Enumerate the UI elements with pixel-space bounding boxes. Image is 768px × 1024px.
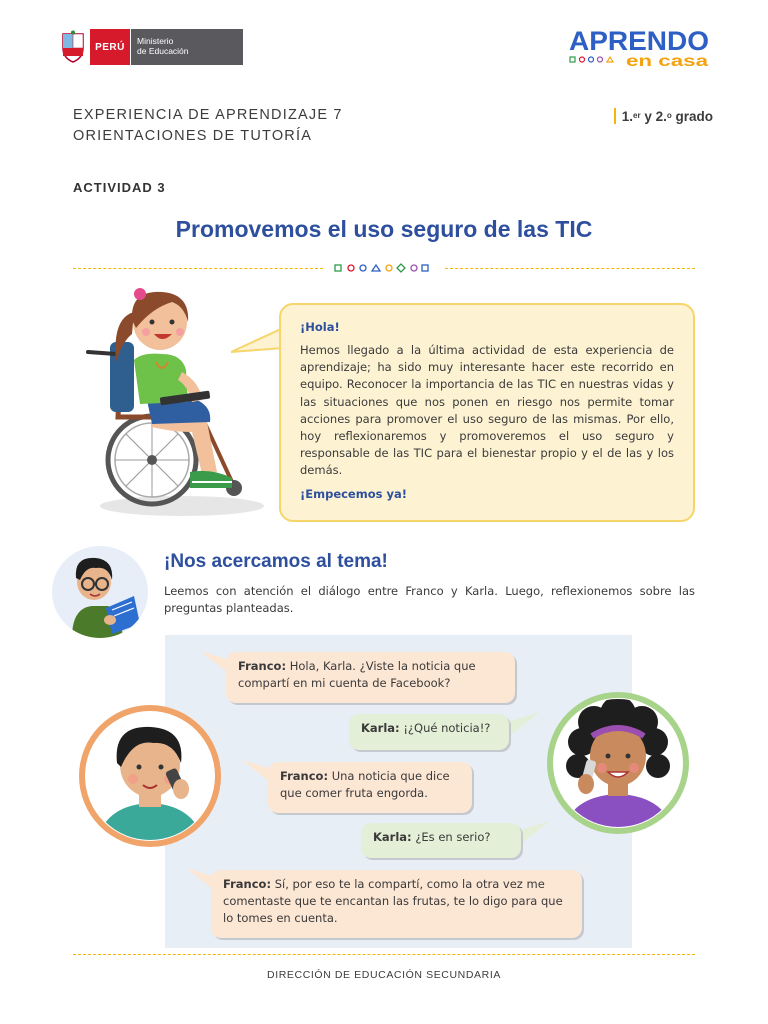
section-title: ¡Nos acercamos al tema! [164,551,388,572]
grade-end: grado [671,108,713,124]
speaker-name: Franco: [280,769,329,783]
dialogue-text: Hola, Karla. ¿Viste la noticia que compartí en mi cuenta de Facebook? [238,659,476,690]
coat-of-arms-icon [60,30,86,64]
speaker-name: Franco: [238,659,287,673]
dialogue-bubble-karla [349,714,509,750]
speaker-name: Franco: [223,877,272,891]
title-divider [73,262,695,274]
grade-mid-sup: o [666,110,672,120]
aprendo-en-casa-logo [569,26,714,70]
dialogue-text: Una noticia que dice que comer fruta engorda. [280,769,450,800]
divider-shapes-icon [331,262,437,274]
dialogue-bubble-franco [268,762,472,813]
grade-bar [614,108,616,124]
footer-text: DIRECCIÓN DE EDUCACIÓN SECUNDARIA [267,969,501,981]
ministry-line1: Ministerio [137,36,174,46]
karla-avatar [542,692,694,834]
experience-subtitle: ORIENTACIONES DE TUTORÍA [73,128,313,144]
dialogue-bubble-franco [211,870,582,938]
dialogue-bubble-franco [226,652,515,703]
speaker-name: Karla: [361,721,400,735]
grade-mid: y 2. [640,108,667,124]
boy-reading-illustration [52,546,148,638]
experience-title: EXPERIENCIA DE APRENDIZAJE 7 [73,107,343,123]
intro-closing: ¡Empecemos ya! [300,486,407,501]
footer-divider [73,954,695,955]
dialogue-bubble-karla [361,823,521,858]
dialogue-text: ¿Es en serio? [415,830,491,844]
franco-avatar [73,705,227,847]
ministry-logo [60,29,243,65]
intro-speech-bubble [279,303,695,522]
girl-wheelchair-illustration [82,282,272,518]
activity-label: ACTIVIDAD 3 [73,180,166,195]
page-title: Promovemos el uso seguro de las TIC [175,216,593,242]
grade-label [614,108,713,124]
speech-tail [231,326,283,362]
section-text: Leemos con atención el diálogo entre Franco y Karla. Luego, reflexionemos sobre las preguntas planteadas. [164,584,695,615]
brand-sub: en casa [626,53,709,70]
intro-greeting: ¡Hola! [300,320,340,334]
speaker-name: Karla: [373,830,412,844]
intro-text: Hemos llegado a la última actividad de esta experiencia de aprendizaje; ha sido muy interesante hacer este recorrido en equipo. Reconocer la importancia de las TIC en nuestras vidas y las situaciones que nos ponen en riesgo nos permite tomar acciones para promover el uso seguro de las mismas. Por ello, hoy reflexionaremos y promoveremos el uso seguro y responsable de las TIC para el bienestar propio y el de las y los demás. [300,343,674,478]
brand-main: APRENDO [569,26,709,56]
ministry-line2: de Educación [137,46,189,56]
boy-reading-avatar [52,546,148,638]
dialogue-text: Sí, por eso te la compartí, como la otra vez me comentaste que te encantan las frutas, te lo digo para que lo tomes en cuenta. [223,877,563,925]
grade-first: 1. [621,108,633,124]
dialogue-text: ¡¿Qué noticia!? [403,721,491,735]
country-label: PERÚ [90,29,130,65]
grade-first-sup: er [633,110,641,120]
ministry-label [130,29,243,65]
